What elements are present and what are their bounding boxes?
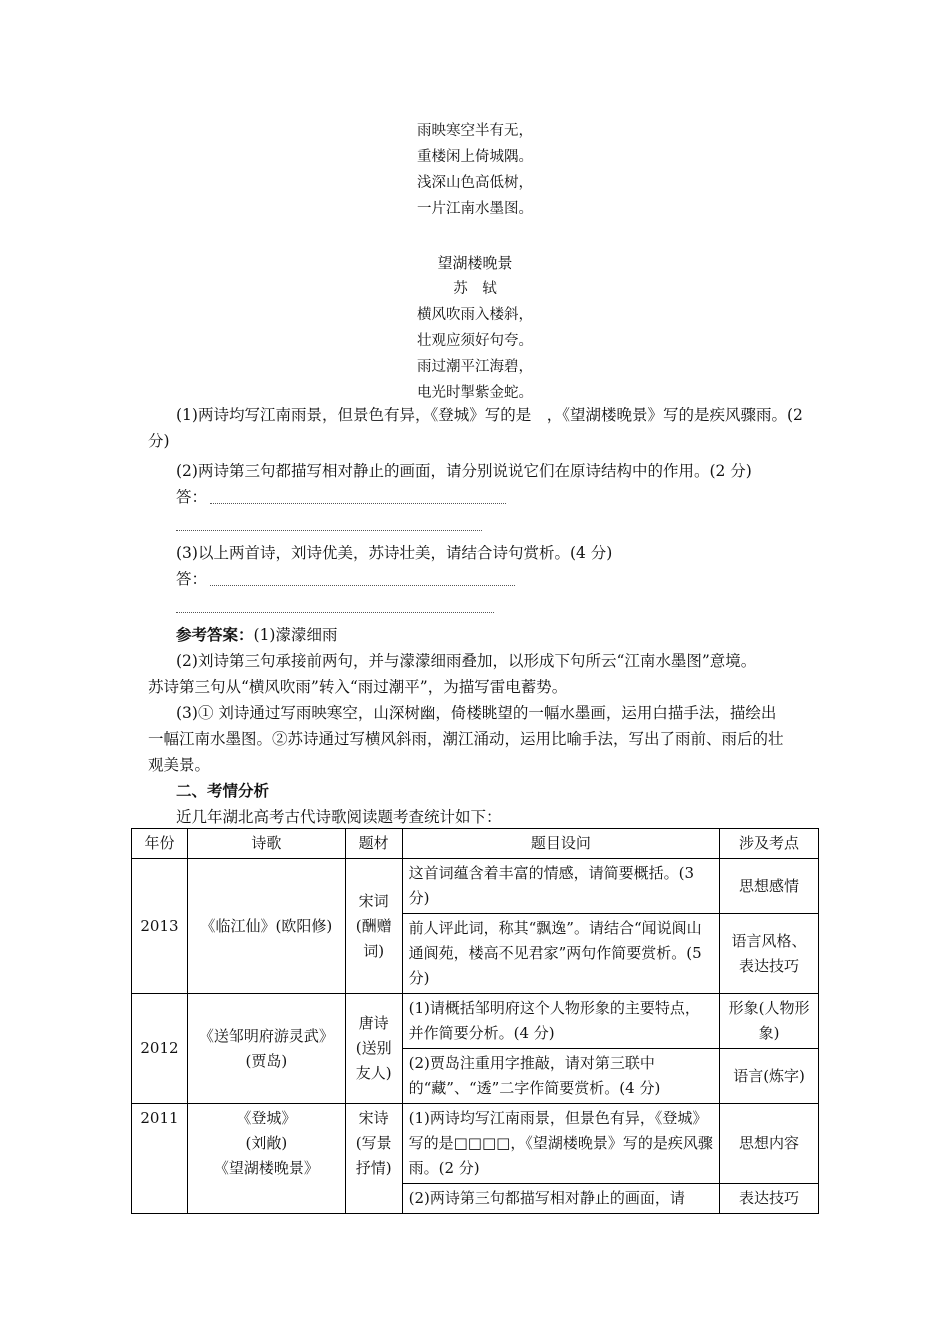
poem-line: 重楼闲上倚城隅。 xyxy=(417,149,533,165)
genre-cell: 宋词(酬赠词) xyxy=(345,859,402,994)
section-heading: 二、考情分析 xyxy=(176,782,270,800)
poem-line: 雨过潮平江海碧， xyxy=(417,359,533,375)
reference-answers xyxy=(148,622,812,830)
poem-author: (贾岛) xyxy=(245,1051,288,1070)
answer-blank-line[interactable] xyxy=(210,503,506,504)
question-1 xyxy=(148,402,812,454)
poem-line: 浅深山色高低树， xyxy=(417,175,533,191)
poem-name: 《望湖楼晚景》 xyxy=(213,1159,319,1177)
reference-answer-2: (2)刘诗第三句承接前两句，并与濛濛细雨叠加，以形成下句所云“江南水墨图”意境。 xyxy=(176,652,757,670)
points-cell: 形象(人物形象) xyxy=(720,994,819,1049)
poem-cell xyxy=(187,994,345,1104)
question-cell: 前人评此词，称其“飘逸”。请结合“闻说阆山通阆苑，楼高不见君家”两句作简要赏析。(5 分) xyxy=(402,914,719,994)
reference-answer-2: 苏诗第三句从“横风吹雨”转入“雨过潮平”，为描写雷电蓄势。 xyxy=(148,678,568,696)
poem-cell: 《临江仙》(欧阳修) xyxy=(187,859,345,994)
table-header-row xyxy=(132,829,819,859)
year-cell: 2012 xyxy=(132,994,188,1104)
answer-blank-line[interactable] xyxy=(176,530,482,531)
question-2-text: (2)两诗第三句都描写相对静止的画面，请分别说说它们在原诗结构中的作用。(2 分) xyxy=(176,462,752,480)
table-row xyxy=(132,1104,819,1184)
reference-answer-1 xyxy=(148,622,812,648)
poem-wanghulou xyxy=(0,250,950,406)
question-cell: 这首词蕴含着丰富的情感，请简要概括。(3 分) xyxy=(402,859,719,914)
points-cell: 思想内容 xyxy=(720,1104,819,1184)
answer-label: 答： xyxy=(176,488,208,506)
reference-answer-3: 一幅江南水墨图。②苏诗通过写横风斜雨，潮江涌动，运用比喻手法，写出了雨前、雨后的壮 xyxy=(148,730,784,748)
poem-line: 壮观应须好句夸。 xyxy=(417,333,533,349)
reference-label: 参考答案： xyxy=(176,626,254,644)
reference-answer-3: (3)① 刘诗通过写雨映寒空，山深树幽，倚楼眺望的一幅水墨画，运用白描手法，描绘出 xyxy=(176,704,777,722)
poem-line: 横风吹雨入楼斜， xyxy=(417,307,533,323)
answer-blank-line[interactable] xyxy=(210,585,515,586)
header-points: 涉及考点 xyxy=(720,829,819,859)
question-1-line: (1)两诗均写江南雨景，但景色有异，《登城》写的是 ，《望湖楼晚景》写的是疾风骤雨。(2 xyxy=(176,406,803,424)
poem-author: 苏 轼 xyxy=(453,281,497,297)
poem-title: 望湖楼晚景 xyxy=(437,254,513,272)
header-year: 年份 xyxy=(132,829,188,859)
answer-label: 答： xyxy=(176,570,208,588)
exam-statistics-table xyxy=(131,828,819,1214)
points-cell: 表达技巧 xyxy=(720,1184,819,1214)
header-genre: 题材 xyxy=(345,829,402,859)
question-3-text: (3)以上两首诗，刘诗优美，苏诗壮美，请结合诗句赏析。(4 分) xyxy=(176,544,613,562)
question-cell: (1)请概括邹明府这个人物形象的主要特点，并作简要分析。(4 分) xyxy=(402,994,719,1049)
answer-text: (1)濛濛细雨 xyxy=(253,626,338,644)
poem-line: 一片江南水墨图。 xyxy=(417,201,533,217)
question-1-line: 分) xyxy=(148,432,170,450)
table-row xyxy=(132,994,819,1049)
poem-name: 《送邹明府游灵武》 xyxy=(198,1026,334,1045)
table-row xyxy=(132,859,819,914)
question-cell: (1)两诗均写江南雨景，但景色有异，《登城》写的是□□□□，《望湖楼晚景》写的是疾风骤雨。(2 分) xyxy=(402,1104,719,1184)
poem-denglou xyxy=(0,118,950,222)
question-cell: (2)贾岛注重用字推敲，请对第三联中的“藏”、“透”二字作简要赏析。(4 分) xyxy=(402,1049,719,1104)
genre-cell: 唐诗(送别友人) xyxy=(345,994,402,1104)
poem-author: (刘敞) xyxy=(245,1134,288,1152)
header-question: 题目设问 xyxy=(402,829,719,859)
genre-cell: 宋诗(写景抒情) xyxy=(345,1104,402,1214)
year-cell: 2013 xyxy=(132,859,188,994)
year-cell: 2011 xyxy=(132,1104,188,1214)
poem-line: 电光时掣紫金蛇。 xyxy=(417,385,533,401)
poem-line: 雨映寒空半有无， xyxy=(417,123,533,139)
section-intro: 近几年湖北高考古代诗歌阅读题考查统计如下： xyxy=(176,808,502,826)
reference-answer-3: 观美景。 xyxy=(148,756,211,774)
question-cell: (2)两诗第三句都描写相对静止的画面，请 xyxy=(402,1184,719,1214)
poem-cell xyxy=(187,1104,345,1214)
poem-name: 《登城》 xyxy=(236,1109,297,1127)
points-cell: 思想感情 xyxy=(720,859,819,914)
header-poem: 诗歌 xyxy=(187,829,345,859)
answer-blank-line[interactable] xyxy=(176,612,494,613)
points-cell: 语言(炼字) xyxy=(720,1049,819,1104)
points-cell: 语言风格、表达技巧 xyxy=(720,914,819,994)
